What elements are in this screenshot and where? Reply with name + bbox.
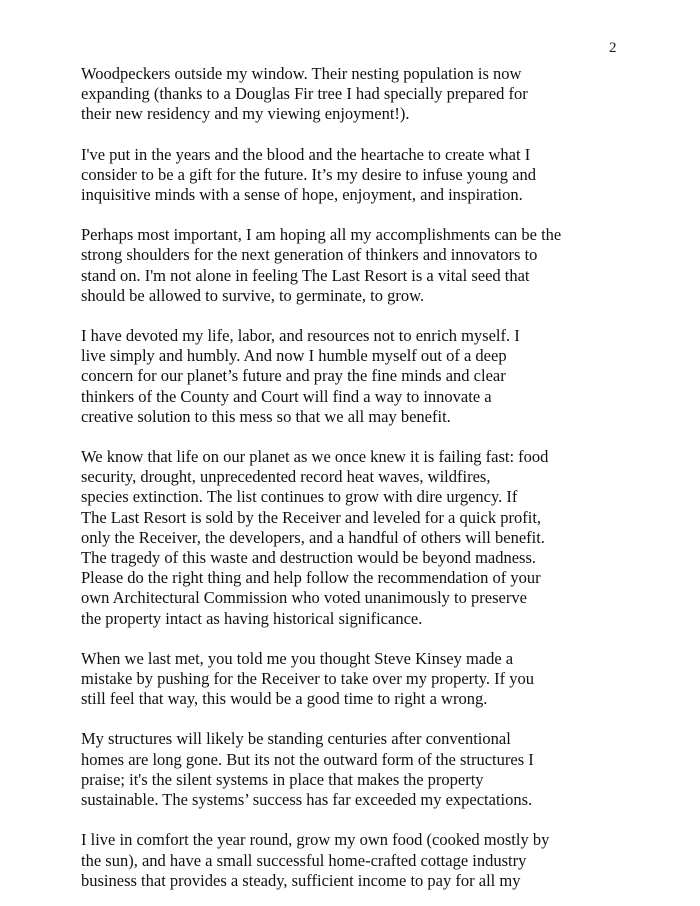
text-line: consider to be a gift for the future. It’s my desire to infuse young and <box>81 164 537 184</box>
text-line: mistake by pushing for the Receiver to take over my property. If you <box>81 669 535 689</box>
text-line: concern for our planet’s future and pray the fine minds and clear <box>81 366 506 386</box>
paragraph <box>81 447 681 629</box>
text-line: Please do the right thing and help follow the recommendation of your <box>81 568 541 588</box>
text-line: should be allowed to survive, to germinate, to grow. <box>81 285 425 305</box>
text-line: I have devoted my life, labor, and resources not to enrich myself. I <box>81 326 520 346</box>
text-line: business that provides a steady, sufficient income to pay for all my <box>81 870 521 890</box>
paragraph <box>81 326 681 427</box>
text-line: sustainable. The systems’ success has far exceeded my expectations. <box>81 790 533 810</box>
text-line: I live in comfort the year round, grow my own food (cooked mostly by <box>81 830 550 850</box>
text-line: My structures will likely be standing centuries after conventional <box>81 729 511 749</box>
text-line: still feel that way, this would be a good time to right a wrong. <box>81 689 488 709</box>
text-line: the sun), and have a small successful home-crafted cottage industry <box>81 850 527 870</box>
text-line: I've put in the years and the blood and the heartache to create what I <box>81 144 531 164</box>
text-line: Woodpeckers outside my window. Their nesting population is now <box>81 64 522 83</box>
text-line: the property intact as having historical significance. <box>81 608 423 628</box>
text-line: Perhaps most important, I am hoping all my accomplishments can be the <box>81 225 562 245</box>
text-line: We know that life on our planet as we once knew it is failing fast: food <box>81 447 549 467</box>
text-line: species extinction. The list continues to grow with dire urgency. If <box>81 487 518 507</box>
text-line: The tragedy of this waste and destruction would be beyond madness. <box>81 548 537 568</box>
paragraph <box>81 145 681 206</box>
text-line: own Architectural Commission who voted unanimously to preserve <box>81 588 527 608</box>
letter-body <box>81 64 681 891</box>
text-line: expanding (thanks to a Douglas Fir tree I had specially prepared for <box>81 84 528 104</box>
paragraph <box>81 649 681 710</box>
page-number: 2 <box>609 40 617 56</box>
text-line: homes are long gone. But its not the outward form of the structures I <box>81 749 534 769</box>
text-line: their new residency and my viewing enjoyment!). <box>81 104 410 124</box>
text-line: strong shoulders for the next generation of thinkers and innovators to <box>81 245 538 265</box>
text-line: thinkers of the County and Court will find a way to innovate a <box>81 386 492 406</box>
text-line: stand on. I'm not alone in feeling The Last Resort is a vital seed that <box>81 265 530 285</box>
paragraph <box>81 64 681 125</box>
text-line: The Last Resort is sold by the Receiver and leveled for a quick profit, <box>81 507 542 527</box>
text-line: security, drought, unprecedented record heat waves, wildfires, <box>81 467 491 487</box>
text-line: inquisitive minds with a sense of hope, enjoyment, and inspiration. <box>81 185 523 205</box>
text-line: When we last met, you told me you thought Steve Kinsey made a <box>81 648 514 668</box>
text-line: live simply and humbly. And now I humble myself out of a deep <box>81 346 507 366</box>
paragraph <box>81 830 681 891</box>
text-line: praise; it's the silent systems in place that makes the property <box>81 769 484 789</box>
paragraph <box>81 225 681 306</box>
text-line: creative solution to this mess so that we all may benefit. <box>81 406 451 426</box>
paragraph <box>81 729 681 810</box>
text-line: only the Receiver, the developers, and a handful of others will benefit. <box>81 527 545 547</box>
